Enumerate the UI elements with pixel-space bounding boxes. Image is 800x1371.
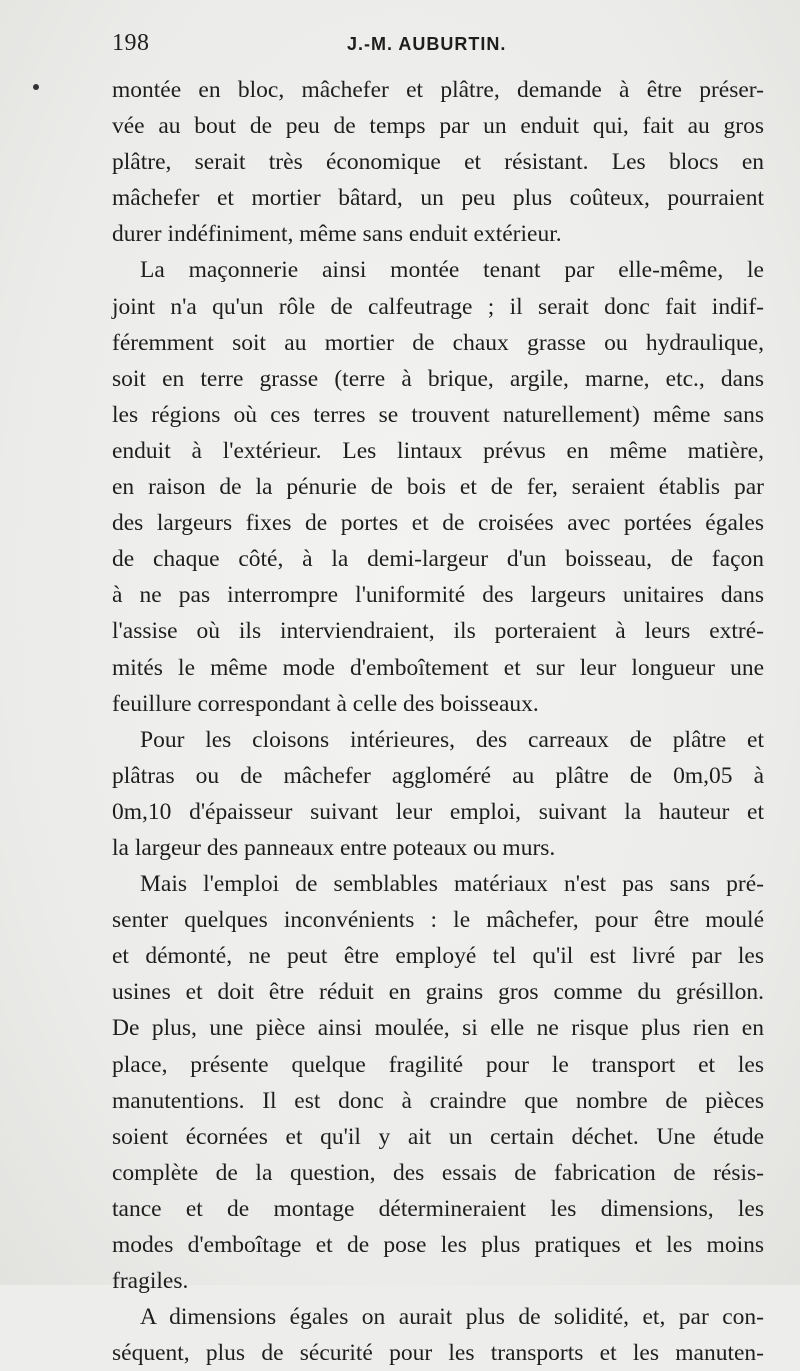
text-line: mâchefer et mortier bâtard, un peu plus coûteux, pourraient — [112, 185, 764, 212]
text-line: plâtre, serait très économique et résistant. Les blocs en — [112, 149, 764, 176]
text-line: la largeur des panneaux entre poteaux ou murs. — [112, 834, 556, 861]
text-line: et démonté, ne peut être employé tel qu'il est livré par les — [112, 943, 764, 970]
text-line: 0m,10 d'épaisseur suivant leur emploi, suivant la hauteur et — [112, 798, 764, 825]
text-line: complète de la question, des essais de fabrication de résis- — [112, 1159, 764, 1186]
text-line: soit en terre grasse (terre à brique, argile, marne, etc., dans — [112, 365, 764, 392]
text-line: Pour les cloisons intérieures, des carreaux de plâtre et — [140, 726, 764, 753]
page-header — [112, 30, 760, 60]
text-line: les régions où ces terres se trouvent naturellement) même sans — [112, 401, 764, 428]
text-line: place, présente quelque fragilité pour le transport et les — [112, 1051, 764, 1078]
text-line: l'assise où ils interviendraient, ils porteraient à leurs extré- — [112, 618, 764, 645]
text-line: senter quelques inconvénients : le mâchefer, pour être moulé — [112, 907, 764, 934]
text-line: montée en bloc, mâchefer et plâtre, demande à être préser- — [112, 77, 764, 103]
text-line: enduit à l'extérieur. Les lintaux prévus en même matière, — [112, 437, 764, 464]
text-line: séquent, plus de sécurité pour les transports et les manuten- — [112, 1340, 764, 1367]
text-line: plâtras ou de mâchefer aggloméré au plâtre de 0m,05 à — [112, 762, 764, 789]
text-line: joint n'a qu'un rôle de calfeutrage ; il serait donc fait indif- — [112, 293, 764, 320]
text-line: durer indéfiniment, même sans enduit extérieur. — [112, 221, 562, 248]
page-number: 198 — [112, 30, 150, 56]
text-line: à ne pas interrompre l'uniformité des largeurs unitaires dans — [112, 582, 764, 609]
text-line: Mais l'emploi de semblables matériaux n'est pas sans pré- — [140, 871, 764, 898]
text-line: fragiles. — [112, 1268, 189, 1295]
running-head: J.-M. AUBURTIN. — [347, 34, 507, 54]
text-line: manutentions. Il est donc à craindre que nombre de pièces — [112, 1087, 764, 1114]
text-line: usines et doit être réduit en grains gros comme du grésillon. — [112, 979, 764, 1006]
text-line: De plus, une pièce ainsi moulée, si elle ne risque plus rien en — [112, 1015, 764, 1042]
text-line: féremment soit au mortier de chaux grasse ou hydraulique, — [112, 329, 764, 356]
text-line: des largeurs fixes de portes et de croisées avec portées égales — [112, 510, 764, 537]
text-line: A dimensions égales on aurait plus de solidité, et, par con- — [140, 1304, 764, 1331]
text-line: La maçonnerie ainsi montée tenant par elle-même, le — [140, 257, 764, 284]
margin-dot — [33, 84, 39, 90]
body-text — [112, 72, 764, 1371]
text-line: en raison de la pénurie de bois et de fer, seraient établis par — [112, 474, 764, 501]
text-line: mités le même mode d'emboîtement et sur leur longueur une — [112, 654, 764, 681]
text-line: de chaque côté, à la demi-largeur d'un boisseau, de façon — [112, 546, 764, 573]
text-line: soient écornées et qu'il y ait un certain déchet. Une étude — [112, 1123, 764, 1150]
text-line: modes d'emboîtage et de pose les plus pratiques et les moins — [112, 1232, 764, 1258]
text-line: feuillure correspondant à celle des boisseaux. — [112, 690, 539, 717]
text-line: tance et de montage détermineraient les dimensions, les — [112, 1195, 764, 1222]
text-line: vée au bout de peu de temps par un enduit qui, fait au gros — [112, 113, 764, 140]
